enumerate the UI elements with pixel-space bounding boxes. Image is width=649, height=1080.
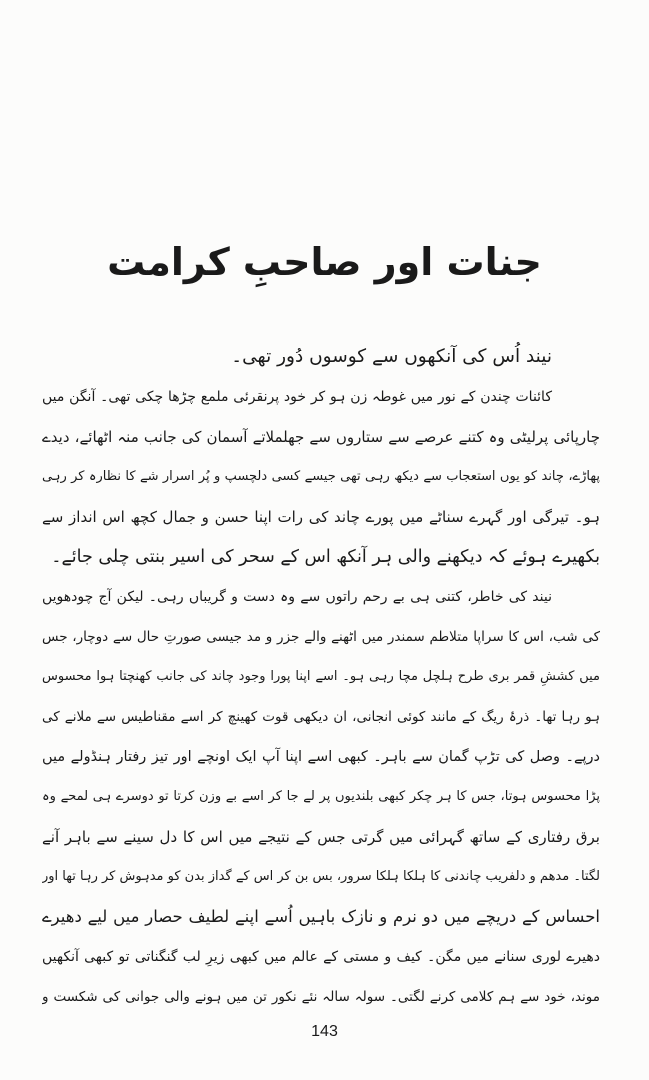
paragraph-line: نیند اُس کی آنکھوں سے کوسوں دُور تھی۔	[231, 346, 552, 367]
paragraph-line: احساس کے دریچے میں دو نرم و نازک باہیں اُسے اپنے لطیف حصار میں لیے دھیرے	[42, 907, 600, 926]
paragraph-line: کی شب، اس کا سراپا متلاطم سمندر میں اٹھنے والے جزر و مد جیسی صورتِ حال سے دوچار، جس	[42, 629, 600, 645]
paragraph-line: موند، خود سے ہم کلامی کرنے لگتی۔ سولہ سالہ نئے نکور تن میں ہونے والی جوانی کی شکست و	[42, 989, 600, 1005]
paragraph-line: ہو رہا تھا۔ ذرۂ ریگ کے مانند کوئی انجانی، ان دیکھی قوت کھینچ کر اسے مقناطیس سے ملانے کی	[42, 709, 600, 725]
paragraph-line: چارپائی پرلیٹی وہ کتنے عرصے سے ستاروں سے جھلملاتے آسمان کی جانب منہ اٹھائے، دیدے	[42, 428, 600, 446]
paragraph-line: ہو۔ تیرگی اور گہرے سناٹے میں پورے چاند کی رات اپنا حسن و جمال کچھ اس انداز سے	[42, 508, 600, 526]
paragraph-line: کائنات چندن کے نور میں غوطہ زن ہو کر خود پرنقرئی ملمع چڑھا چکی تھی۔ آنگن میں	[42, 389, 552, 405]
paragraph-line: دھیرے لوری سنانے میں مگن۔ کیف و مستی کے عالم میں کبھی زیرِ لب گنگناتی تو کبھی آنکھیں	[42, 949, 600, 965]
paragraph-line: میں کششِ قمر بری طرح ہلچل مچا رہی ہو۔ اسے اپنا پورا وجود چاند کی جانب کھنچتا ہوا محسوس	[42, 669, 600, 684]
body-text	[42, 337, 600, 1007]
paragraph-line: نیند کی خاطر، کتنی ہی بے رحم راتوں سے وہ دست و گریباں رہی۔ لیکن آج چودھویں	[42, 589, 552, 605]
page-number: 143	[311, 1023, 338, 1040]
chapter-title: جنات اور صاحبِ کرامت	[107, 240, 542, 284]
paragraph-line: پھاڑے، چاند کو یوں استعجاب سے دیکھ رہی تھی جیسے کسی دلچسپ و پُر اسرار شے کا نظارہ کر رہی	[42, 469, 600, 484]
paragraph-line: درپے۔ وصل کی تڑپ گمان سے باہر۔ کبھی اسے اپنا آپ ایک اونچے اور تیز رفتار ہنڈولے میں	[42, 749, 600, 765]
paragraph-line: بکھیرے ہوئے کہ دیکھنے والی ہر آنکھ اس کے سحر کی اسیر بنتی چلی جائے۔	[51, 547, 600, 567]
paragraph-line: لگتا۔ مدھم و دلفریب چاندنی کا ہلکا ہلکا سرور، بس بن کر اس کے گداز بدن کو مدہوش کر رہا تھا اور	[42, 869, 600, 884]
paragraph-line: پڑا محسوس ہوتا، جس کا ہر چکر کبھی بلندیوں پر لے جا کر اسے بے وزن کرتا تو دوسرے ہی لمحے وہ	[42, 789, 600, 804]
paragraph-line: برق رفتاری کے ساتھ گہرائی میں گرتی جس کے نتیجے میں اس کا دل سینے سے باہر آنے	[42, 828, 600, 846]
